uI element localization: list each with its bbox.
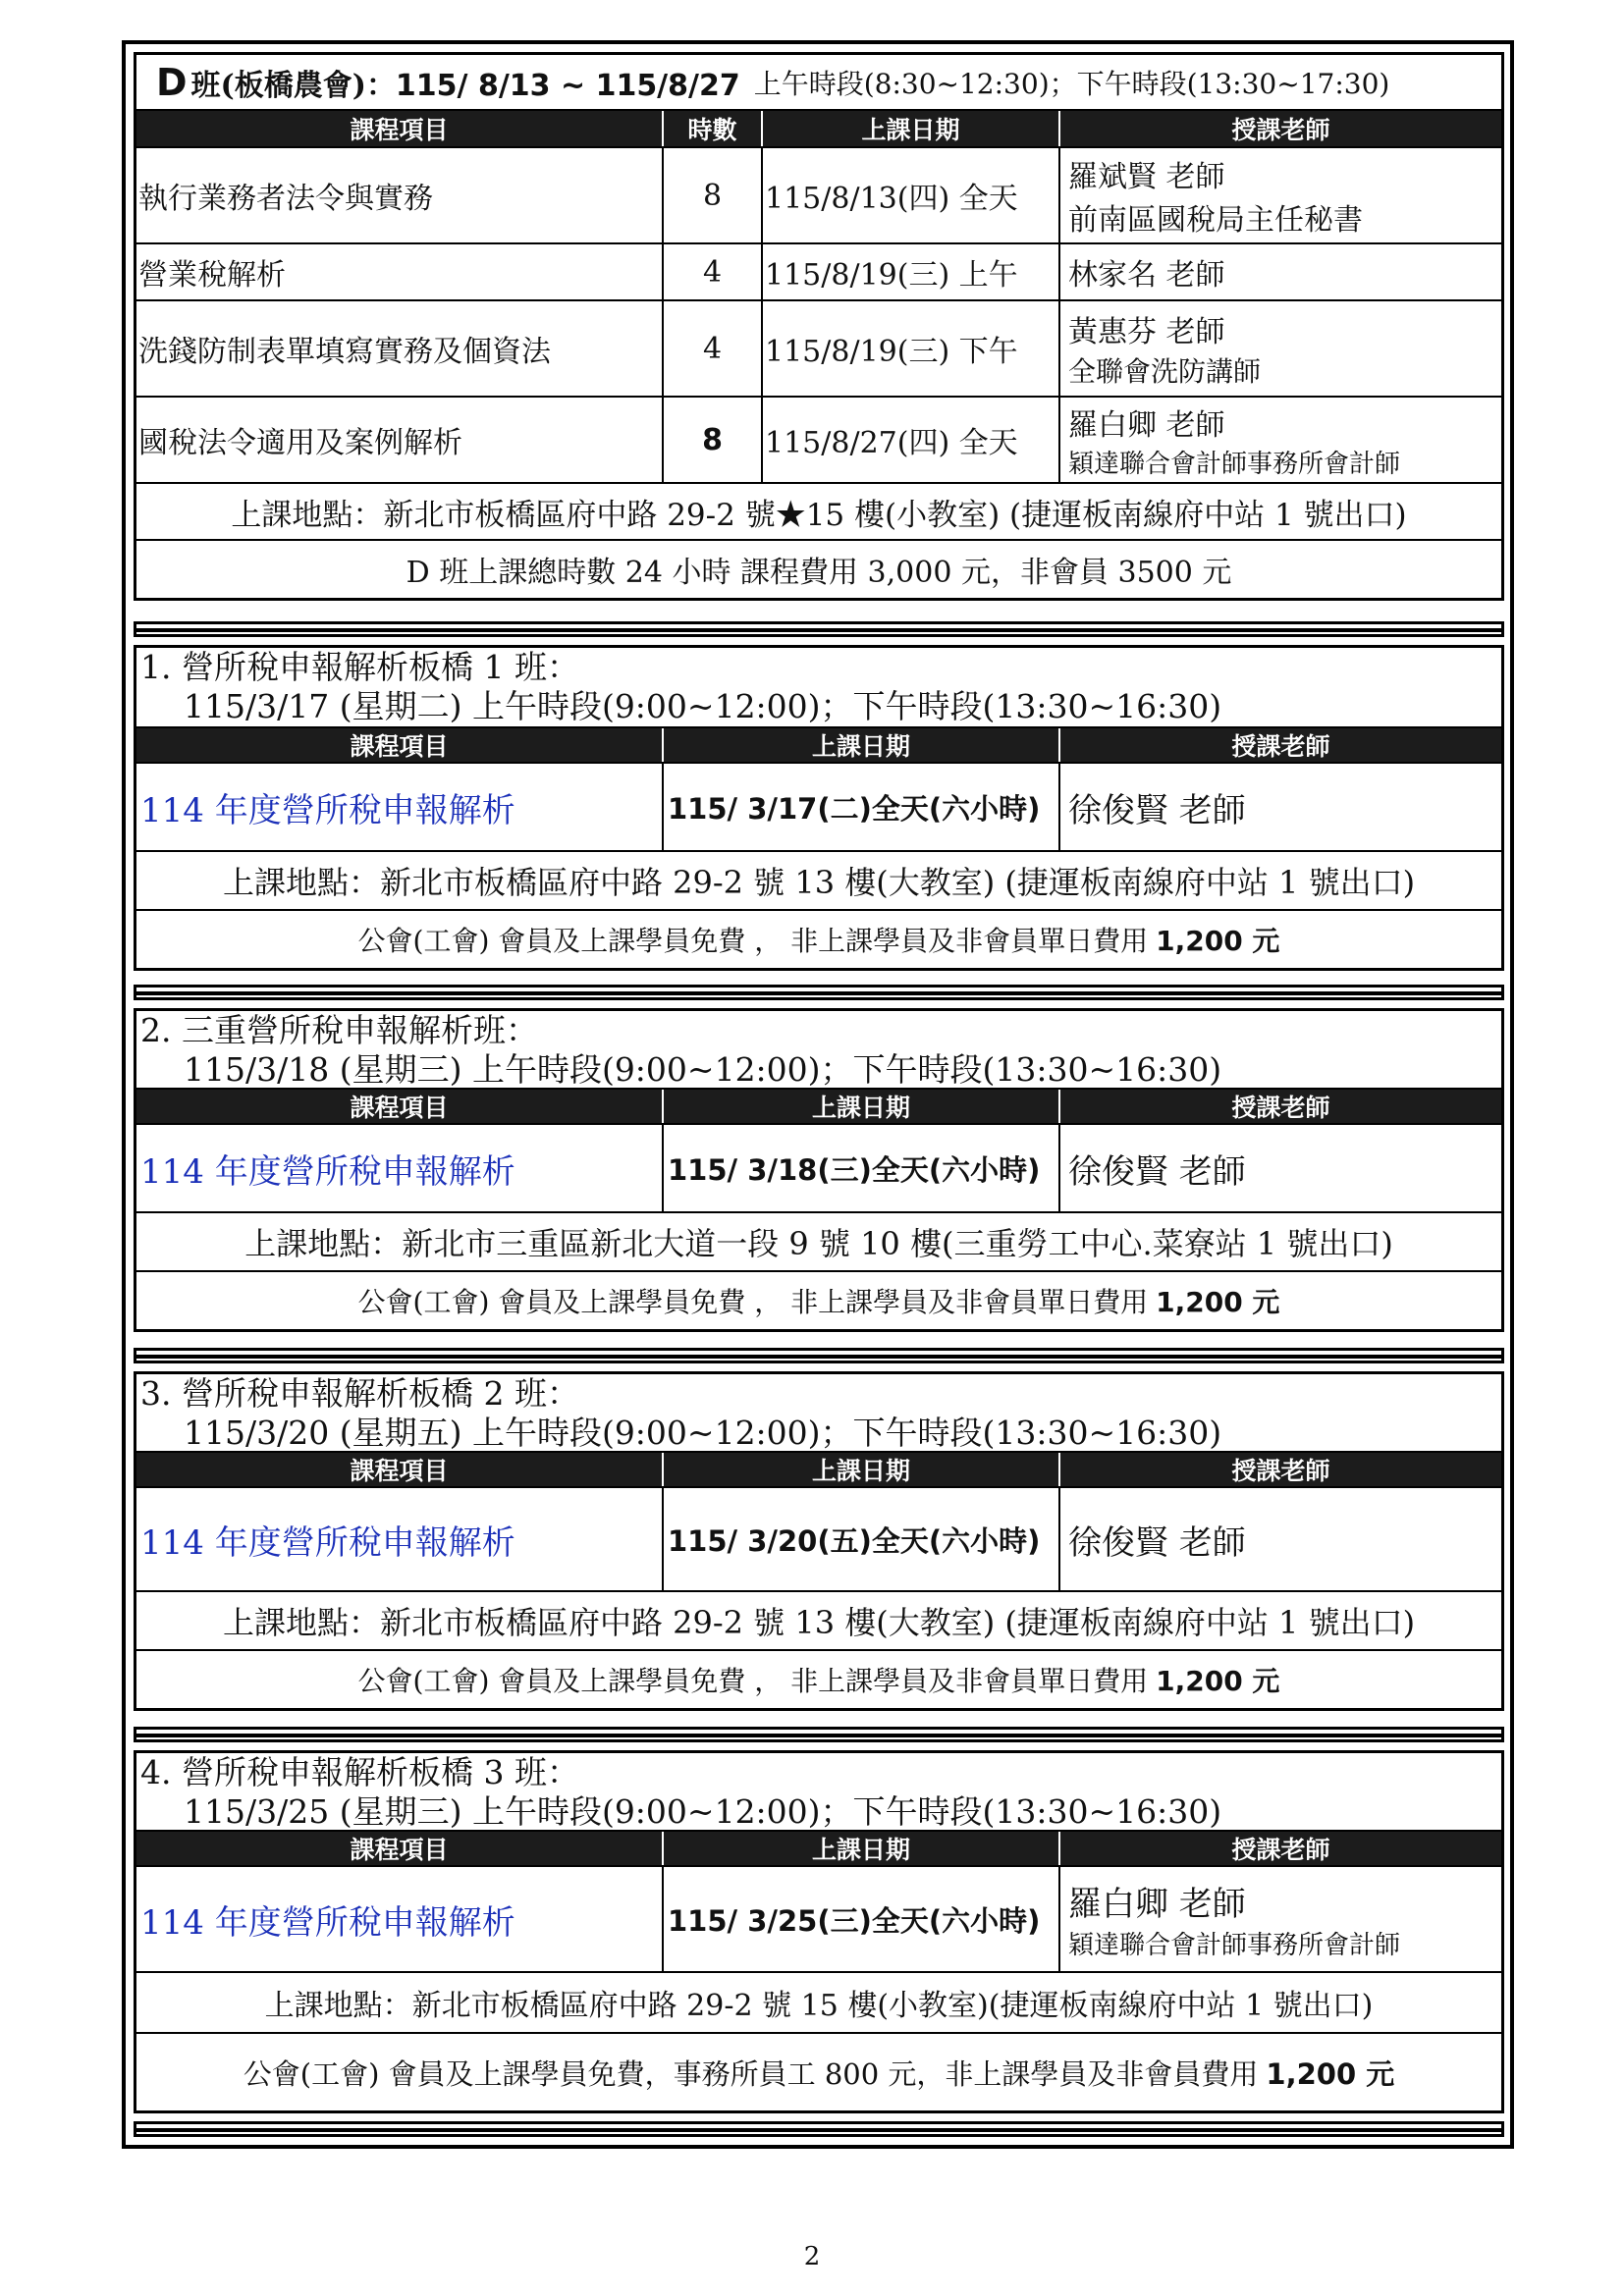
section-2-heading xyxy=(136,1011,1501,1090)
teacher-title: 前南區國稅局主任秘書 xyxy=(1068,203,1363,238)
fee-amount: 1,200 元 xyxy=(1156,1286,1280,1318)
teacher-cell xyxy=(1060,148,1501,242)
class-d-header-row xyxy=(136,111,1501,148)
header-teacher: 授課老師 xyxy=(1231,1094,1330,1122)
date-cell: 115/ 3/17(二)全天(六小時) xyxy=(664,764,1060,850)
section-location: 上課地點：新北市三重區新北大道一段 9 號 10 樓(三重勞工中心.菜寮站 1 號出口) xyxy=(136,1213,1501,1272)
class-d-table xyxy=(134,52,1504,601)
section-location: 上課地點：新北市板橋區府中路 29-2 號 13 樓(大教室) (捷運板南線府中站 1 號出口) xyxy=(136,852,1501,911)
fee-text: 公會(工會) 會員及上課學員免費，事務所員工 800 元，非上課學員及非會員費用 xyxy=(243,2056,1259,2091)
hours-cell: 4 xyxy=(664,244,763,299)
header-course: 課程項目 xyxy=(136,1453,664,1486)
section-schedule: 115/3/17 (星期二) 上午時段(9:00~12:00)；下午時段(13:30~16:30) xyxy=(184,687,1222,725)
header-course: 課程項目 xyxy=(136,1832,664,1865)
header-date: 上課日期 xyxy=(664,1453,1060,1486)
section-schedule: 115/3/20 (星期五) 上午時段(9:00~12:00)；下午時段(13:30~16:30) xyxy=(184,1414,1222,1452)
fee-text: 公會(工會) 會員及上課學員免費 ， 非上課學員及非會員單日費用 xyxy=(357,1286,1149,1318)
hours-cell: 4 xyxy=(664,301,763,396)
section-title: 1. 營所稅申報解析板橋 1 班： xyxy=(140,648,579,686)
page-frame xyxy=(122,40,1514,2149)
section-divider xyxy=(134,621,1504,637)
date-cell: 115/8/19(三) 上午 xyxy=(763,244,1060,299)
teacher-title: 全聯會洗防講師 xyxy=(1068,355,1262,388)
teacher-title: 穎達聯合會計師事務所會計師 xyxy=(1068,1931,1401,1960)
section-divider xyxy=(134,985,1504,1000)
section-4-table xyxy=(134,1750,1504,2113)
fee-amount: 1,200 元 xyxy=(1156,1665,1280,1697)
teacher-name: 黃惠芬 老師 xyxy=(1068,315,1225,349)
header-teacher: 授課老師 xyxy=(1231,732,1330,761)
class-d-letter: D xyxy=(156,60,188,104)
section-divider xyxy=(134,1727,1504,1742)
section-title: 2. 三重營所稅申報解析班： xyxy=(140,1011,538,1049)
teacher-title: 穎達聯合會計師事務所會計師 xyxy=(1068,449,1401,479)
fee-amount: 1,200 元 xyxy=(1266,2056,1395,2091)
header-teacher: 授課老師 xyxy=(1231,1836,1330,1864)
class-d-venue: 班(板橋農會) xyxy=(190,68,366,103)
section-divider xyxy=(134,1348,1504,1363)
fee-text: 公會(工會) 會員及上課學員免費 ， 非上課學員及非會員單日費用 xyxy=(357,925,1149,957)
date-cell: 115/ 3/25(三)全天(六小時) xyxy=(664,1867,1060,1971)
header-date: 上課日期 xyxy=(664,728,1060,762)
course-cell: 洗錢防制表單填寫實務及個資法 xyxy=(136,301,664,396)
section-3-heading xyxy=(136,1374,1501,1453)
section-fee xyxy=(136,1272,1501,1329)
fee-text: 公會(工會) 會員及上課學員免費 ， 非上課學員及非會員單日費用 xyxy=(357,1665,1149,1697)
date-cell: 115/8/13(四) 全天 xyxy=(763,148,1060,242)
table-row xyxy=(136,1488,1501,1592)
section-divider xyxy=(134,2121,1504,2137)
header-date: 上課日期 xyxy=(763,111,1060,146)
teacher-name: 徐俊賢 老師 xyxy=(1068,1522,1246,1563)
section-1-header-row xyxy=(136,728,1501,764)
header-hours: 時數 xyxy=(664,111,763,146)
table-row xyxy=(136,301,1501,398)
fee-amount: 1,200 元 xyxy=(1156,925,1280,957)
section-4-header-row xyxy=(136,1832,1501,1867)
section-title: 3. 營所稅申報解析板橋 2 班： xyxy=(140,1374,579,1413)
section-4-heading xyxy=(136,1753,1501,1832)
course-cell: 國稅法令適用及案例解析 xyxy=(136,398,664,482)
section-2-header-row xyxy=(136,1090,1501,1125)
table-row xyxy=(136,764,1501,852)
teacher-cell xyxy=(1060,764,1501,850)
section-location: 上課地點：新北市板橋區府中路 29-2 號 13 樓(大教室) (捷運板南線府中站 1 號出口) xyxy=(136,1592,1501,1651)
course-cell: 營業稅解析 xyxy=(136,244,664,299)
class-d-times: 上午時段(8:30~12:30)；下午時段(13:30~17:30) xyxy=(753,67,1390,100)
teacher-name: 徐俊賢 老師 xyxy=(1068,1151,1246,1192)
date-cell: 115/ 3/18(三)全天(六小時) xyxy=(664,1125,1060,1211)
hours-cell: 8 xyxy=(664,398,763,482)
class-d-title xyxy=(136,55,1501,111)
section-fee xyxy=(136,1651,1501,1708)
date-cell: 115/8/27(四) 全天 xyxy=(763,398,1060,482)
section-1-table xyxy=(134,645,1504,971)
date-cell: 115/ 3/20(五)全天(六小時) xyxy=(664,1488,1060,1590)
teacher-name: 林家名 老師 xyxy=(1068,258,1225,293)
section-schedule: 115/3/25 (星期三) 上午時段(9:00~12:00)；下午時段(13:30~16:30) xyxy=(184,1792,1222,1831)
section-fee xyxy=(136,2034,1501,2110)
section-location: 上課地點：新北市板橋區府中路 29-2 號 15 樓(小教室)(捷運板南線府中站 1 號出口) xyxy=(136,1973,1501,2034)
section-2-table xyxy=(134,1008,1504,1332)
course-cell: 114 年度營所稅申報解析 xyxy=(136,764,664,850)
course-cell: 執行業務者法令與實務 xyxy=(136,148,664,242)
header-date: 上課日期 xyxy=(664,1090,1060,1123)
table-row xyxy=(136,1867,1501,1973)
table-row xyxy=(136,1125,1501,1213)
class-d-location: 上課地點：新北市板橋區府中路 29-2 號★15 樓(小教室) (捷運板南線府中站 1 號出口) xyxy=(136,484,1501,541)
section-1-heading xyxy=(136,648,1501,728)
header-course: 課程項目 xyxy=(136,728,664,762)
hours-cell: 8 xyxy=(664,148,763,242)
class-d-dates: ：115/ 8/13 ~ 115/8/27 xyxy=(365,68,740,103)
table-row xyxy=(136,244,1501,301)
section-3-header-row xyxy=(136,1453,1501,1488)
teacher-name: 羅白卿 老師 xyxy=(1068,1885,1246,1924)
teacher-name: 徐俊賢 老師 xyxy=(1068,790,1246,830)
table-row xyxy=(136,148,1501,244)
course-cell: 114 年度營所稅申報解析 xyxy=(136,1488,664,1590)
class-d-fee: D 班上課總時數 24 小時 課程費用 3,000 元，非會員 3500 元 xyxy=(406,556,1232,590)
teacher-name: 羅斌賢 老師 xyxy=(1068,160,1225,194)
header-course: 課程項目 xyxy=(136,111,664,146)
section-fee xyxy=(136,911,1501,968)
header-course: 課程項目 xyxy=(136,1090,664,1123)
teacher-cell xyxy=(1060,301,1501,396)
teacher-name: 羅白卿 老師 xyxy=(1068,407,1225,443)
header-teacher: 授課老師 xyxy=(1231,116,1330,144)
table-row xyxy=(136,398,1501,484)
section-title: 4. 營所稅申報解析板橋 3 班： xyxy=(140,1753,579,1791)
header-teacher: 授課老師 xyxy=(1231,1457,1330,1485)
teacher-cell xyxy=(1060,1867,1501,1971)
course-cell: 114 年度營所稅申報解析 xyxy=(136,1867,664,1971)
course-cell: 114 年度營所稅申報解析 xyxy=(136,1125,664,1211)
section-schedule: 115/3/18 (星期三) 上午時段(9:00~12:00)；下午時段(13:30~16:30) xyxy=(184,1050,1222,1089)
teacher-cell xyxy=(1060,1125,1501,1211)
teacher-cell xyxy=(1060,398,1501,482)
teacher-cell xyxy=(1060,1488,1501,1590)
section-3-table xyxy=(134,1371,1504,1711)
header-date: 上課日期 xyxy=(664,1832,1060,1865)
teacher-cell xyxy=(1060,244,1501,299)
date-cell: 115/8/19(三) 下午 xyxy=(763,301,1060,396)
page-number: 2 xyxy=(803,2242,821,2271)
